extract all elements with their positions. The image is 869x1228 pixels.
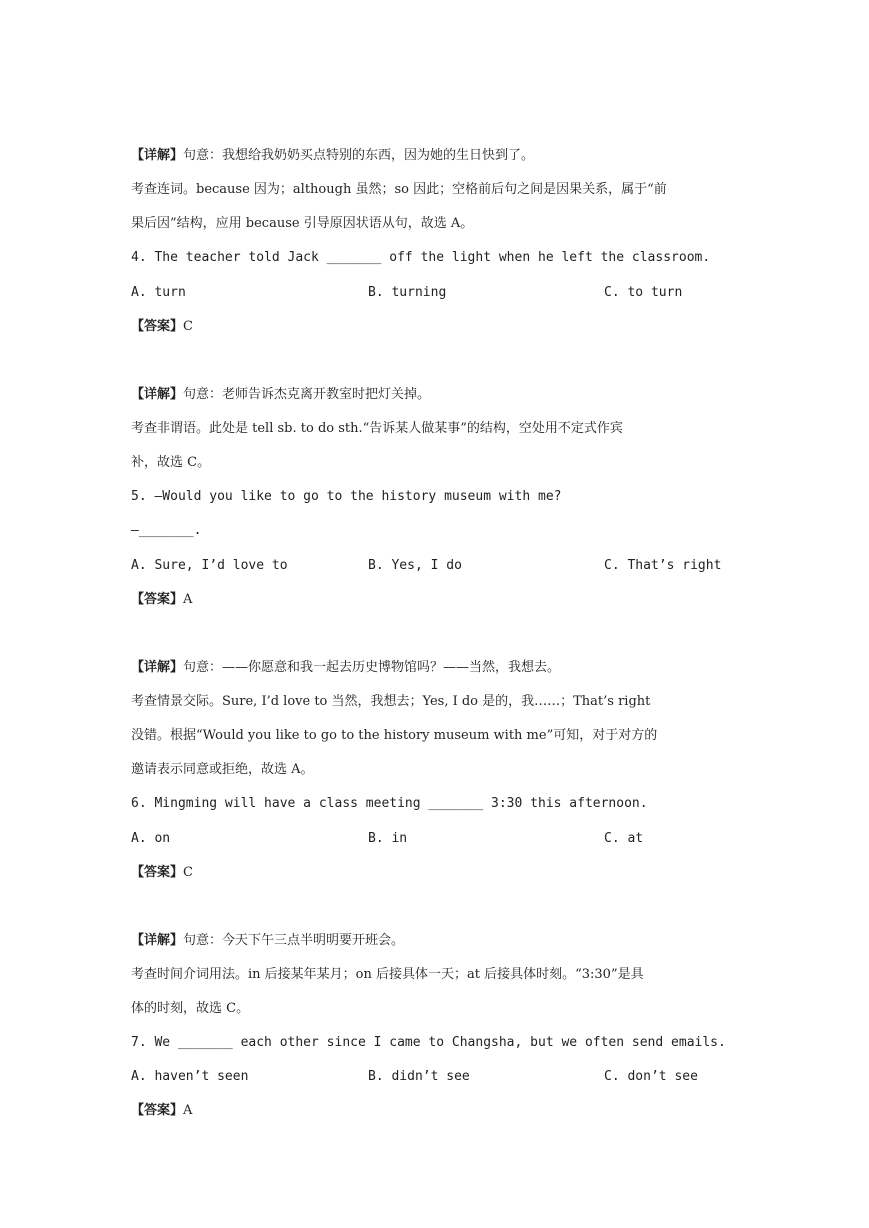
option-a: A. turn (131, 285, 186, 300)
question-text: 7. We _______ each other since I came to Changsha, but we often send emails. (131, 1035, 726, 1050)
detail-tag: 【详解】 (131, 387, 184, 402)
answer-line (131, 864, 193, 882)
option-b: B. turning (368, 285, 447, 300)
answer-value: C (183, 865, 193, 880)
option-c: C. That’s right (604, 558, 722, 573)
answer-line (131, 1102, 192, 1120)
explanation-line: 补，故选 C。 (131, 455, 211, 470)
option-c: C. don’t see (604, 1069, 698, 1084)
option-c: C. at (604, 831, 644, 846)
question-text: 6. Mingming will have a class meeting _______ 3:30 this afternoon. (131, 796, 648, 811)
detail-tag: 【详解】 (131, 660, 184, 675)
detail-text: 句意：老师告诉杰克离开教室时把灯关掉。 (183, 387, 431, 402)
explanation-line: 果后因”结构，应用 because 引导原因状语从句，故选 A。 (131, 216, 474, 231)
detail-line (131, 659, 560, 677)
explanation-line: 体的时刻，故选 C。 (131, 1001, 250, 1016)
answer-line (131, 318, 193, 336)
explanation-line: 没错。根据“Would you like to go to the history museum with me”可知，对于对方的 (131, 728, 658, 743)
option-a: A. on (131, 831, 171, 846)
detail-line (131, 147, 534, 165)
explanation-line: 考查时间介词用法。in 后接某年某月；on 后接具体一天；at 后接具体时刻。“3:30”是具 (131, 967, 644, 982)
detail-text: 句意：我想给我奶奶买点特别的东西，因为她的生日快到了。 (183, 148, 535, 163)
answer-tag: 【答案】 (131, 592, 184, 607)
option-b: B. Yes, I do (368, 558, 462, 573)
question-text: 5. —Would you like to go to the history museum with me? (131, 489, 562, 504)
option-a: A. haven’t seen (131, 1069, 249, 1084)
detail-line (131, 386, 430, 404)
detail-text: 句意：今天下午三点半明明要开班会。 (183, 933, 405, 948)
answer-value: A (183, 1103, 193, 1118)
explanation-line: 考查非谓语。此处是 tell sb. to do sth.“告诉某人做某事”的结构，空处用不定式作宾 (131, 421, 623, 436)
option-a: A. Sure, I’d love to (131, 558, 288, 573)
answer-line (131, 591, 192, 609)
answer-value: A (183, 592, 193, 607)
question-text-line2: —_______. (131, 523, 202, 538)
detail-text: 句意：——你愿意和我一起去历史博物馆吗？——当然，我想去。 (183, 660, 561, 675)
detail-tag: 【详解】 (131, 933, 184, 948)
answer-tag: 【答案】 (131, 865, 184, 880)
detail-line (131, 932, 404, 950)
option-b: B. in (368, 831, 408, 846)
detail-tag: 【详解】 (131, 148, 184, 163)
answer-tag: 【答案】 (131, 319, 184, 334)
question-text: 4. The teacher told Jack _______ off the light when he left the classroom. (131, 250, 711, 265)
option-c: C. to turn (604, 285, 683, 300)
explanation-line: 考查情景交际。Sure, I’d love to 当然，我想去；Yes, I do 是的，我……；That’s right (131, 694, 651, 709)
answer-value: C (183, 319, 193, 334)
answer-tag: 【答案】 (131, 1103, 184, 1118)
explanation-line: 邀请表示同意或拒绝，故选 A。 (131, 762, 314, 777)
explanation-line: 考查连词。because 因为；although 虽然；so 因此；空格前后句之间是因果关系，属于“前 (131, 182, 667, 197)
option-b: B. didn’t see (368, 1069, 470, 1084)
